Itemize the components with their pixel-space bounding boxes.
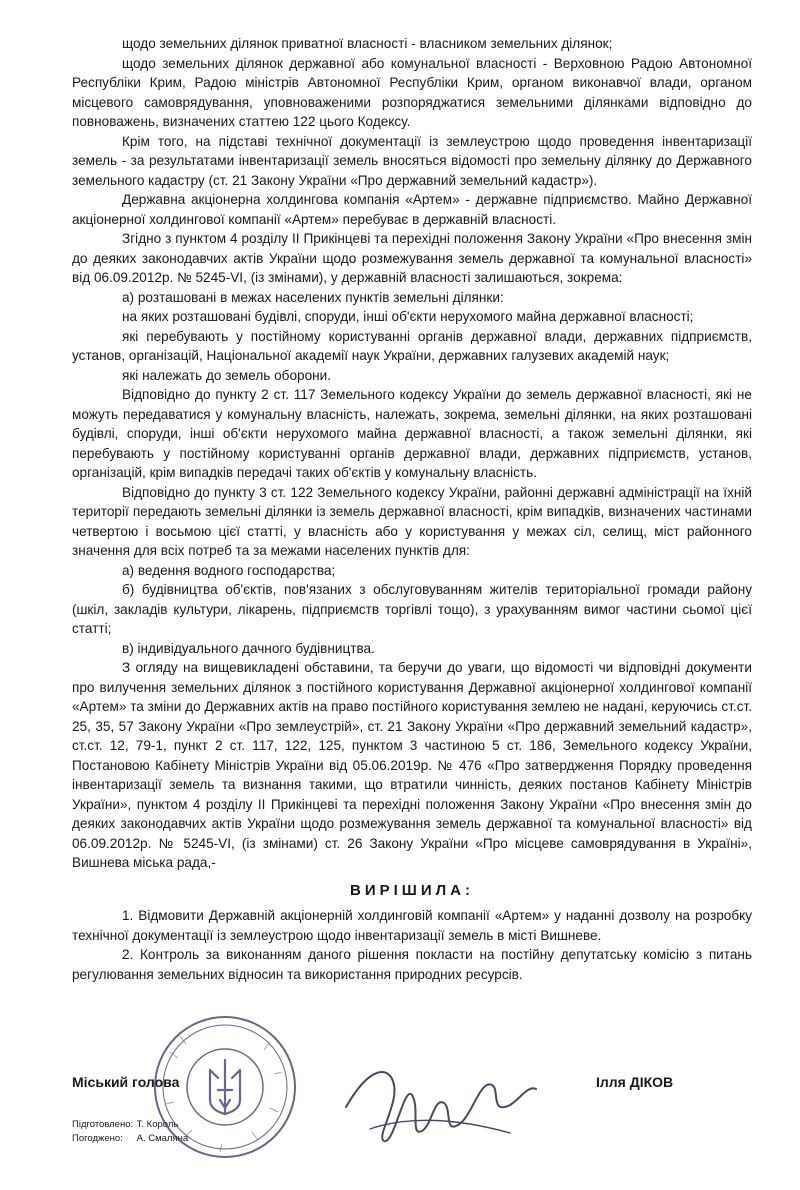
paragraph: Крім того, на підставі технічної документації із землеустрою щодо проведення інвентаризації земель - за результатами інвентаризації земель вносяться відомості про земельну ділянку до Державного земельного кадастру (ст. 21 Закону України «Про державний земельний кадастр»). [72, 133, 752, 188]
paragraph: які перебувають у постійному користуванні органів державної влади, державних підприємств, установ, організацій, Національної академії наук України, державних галузевих академій наук; [72, 328, 752, 363]
paragraph: щодо земельних ділянок державної або комунальної власності - Верховною Радою Автономної Республіки Крим, Радою міністрів Автономної Республіки Крим, органом виконавчої влади, органом місцевого самоврядування, уповноваженими розпоряджатися земельними ділянками відповідно до повноважень, визначених статтею 122 цього Кодексу. [72, 55, 752, 129]
paragraph: б) будівництва об'єктів, пов'язаних з обслуговуванням жителів територіальної громади району (шкіл, закладів культури, лікарень, підприємств торгівлі тощо), з урахуванням вимог частини сьомої цієї статті; [72, 582, 752, 636]
paragraph: в) індивідуального дачного будівництва. [122, 640, 375, 656]
signatory-name: Ілля ДІКОВ [596, 1074, 674, 1090]
paragraph: а) розташовані в межах населених пунктів земельні ділянки: [122, 289, 504, 305]
document-body [72, 34, 752, 984]
paragraph: З огляду на вищевикладені обставини, та беручи до уваги, що відомості чи відповідні документи про вилучення земельних ділянок з постійного користування Державної акціонерної холдингової компанії «Артем» та зміни до Державних актів на право постійного користування землею не надані, керуючись ст.ст. 25, 35, 57 Закону України «Про землеустрій», ст. 21 Закону України «Про державний земельний кадастр», ст.ст. 12, 79-1, пункт 2 ст. 117, 122, 125, пунктом 3 частиною 5 ст. 186, Земельного кодексу України, Постановою Кабінету Міністрів України від 05.06.2019р. № 476 «Про затвердження Порядку проведення інвентаризації земель та визнання такими, що втратили чинність, деяких постанов Кабінету Міністрів України», пунктом 4 розділу ІІ Прикінцеві та перехідні положення Закону України «Про внесення змін до деяких законодавчих актів України щодо розмежування земель державної та комунальної власності» від 06.09.2012р. № 5245-VI, (із змінами) ст. 26 Закону України «Про місцеве самоврядування в Україні», Вишнева міська рада,- [72, 660, 752, 870]
paragraph: Відповідно до пункту 2 ст. 117 Земельного кодексу України до земель державної власності, які не можуть передаватися у комунальну власність, належать, зокрема, земельні ділянки, на яких розташовані будівлі, споруди, інші об'єкти нерухомого майна державної власності, а також земельні ділянки, які перебувають у постійному користуванні органів державної влади, державних підприємств, установ, організацій, крім випадків передачі таких об'єктів у комунальну власність. [72, 387, 752, 480]
agreed-label: Погоджено: [72, 1133, 123, 1144]
paragraph: які належать до земель оборони. [122, 367, 332, 383]
paragraph: а) ведення водного господарства; [122, 562, 336, 578]
paragraph: Згідно з пунктом 4 розділу ІІ Прикінцеві та перехідні положення Закону України «Про внесення змін до деяких законодавчих актів України щодо розмежування земель державної та комунальної власності» від 06.09.2012р. № 5245-VI, (із змінами), у державній власності залишаються, зокрема: [72, 231, 752, 285]
resolution-item: 1. Відмовити Державній акціонерній холдинговій компанії «Артем» у наданні дозволу на розробку технічної документації із землеустрою щодо інвентаризації земель в місті Вишневе. [72, 908, 752, 943]
resolution-item: 2. Контроль за виконанням даного рішення покласти на постійну депутатську комісію з питань регулювання земельних відносин та використання природних ресурсів. [72, 947, 752, 982]
prepared-name: Т. Король [136, 1119, 179, 1130]
paragraph: на яких розташовані будівлі, споруди, інші об'єкти нерухомого майна державної власності; [122, 309, 694, 324]
agreed-name: А. Смаляна [136, 1133, 189, 1144]
paragraph: щодо земельних ділянок приватної власності - власником земельних ділянок; [122, 36, 613, 51]
paragraph: Державна акціонерна холдингова компанія «Артем» - державне підприємство. Майно Державної акціонерної холдингової компанії «Артем» перебуває в державній власності. [72, 192, 752, 227]
official-stamp-icon [150, 1012, 300, 1162]
paragraph: Відповідно до пункту 3 ст. 122 Земельного кодексу України, районні державні адміністрації на їхній території передають земельні ділянки із земель державної власності, крім випадків, визначених частинами четвертою і восьмою цієї статті, у власність або у користування у межах сіл, селищ, міст районного значення для всіх потреб та за межами населених пунктів для: [72, 484, 752, 558]
decision-heading: ВИРІШИЛА: [350, 881, 474, 899]
signature-icon [340, 1045, 540, 1155]
prepared-label: Підготовлено: [72, 1119, 134, 1130]
signatory-role: Міський голова [72, 1074, 180, 1090]
